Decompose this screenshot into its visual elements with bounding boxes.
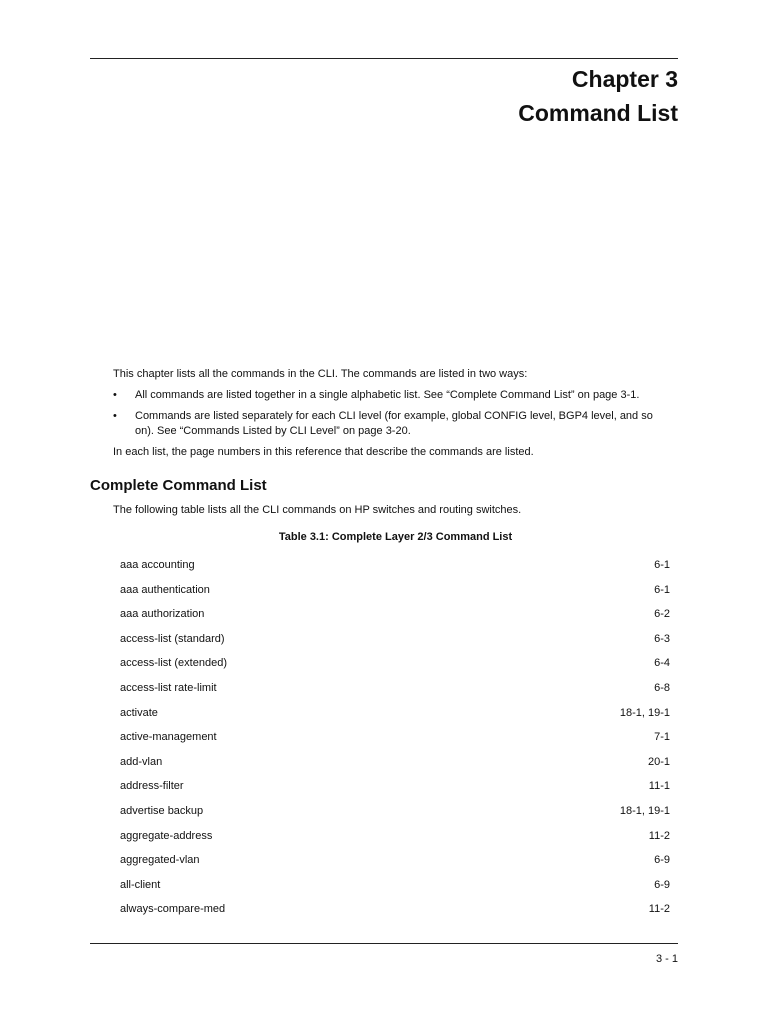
table-row bbox=[120, 851, 670, 876]
table-row bbox=[120, 876, 670, 901]
bullet-text: All commands are listed together in a single alphabetic list. See “Complete Command List” on page 3-1. bbox=[135, 389, 640, 401]
bullet-icon: • bbox=[113, 410, 117, 422]
intro-text bbox=[113, 367, 673, 466]
command-name: all-client bbox=[120, 878, 161, 891]
chapter-title: Command List bbox=[518, 100, 678, 126]
command-pages: 6-4 bbox=[654, 657, 670, 670]
intro-bullet-list bbox=[113, 388, 673, 439]
chapter-label: Chapter 3 bbox=[571, 66, 678, 92]
table-row bbox=[120, 900, 670, 925]
header-rule bbox=[90, 58, 678, 59]
section-description: The following table lists all the CLI commands on HP switches and routing switches. bbox=[113, 504, 522, 516]
table-row bbox=[120, 802, 670, 827]
table-caption: Table 3.1: Complete Layer 2/3 Command List bbox=[278, 531, 513, 543]
command-table bbox=[120, 556, 670, 925]
command-pages: 6-1 bbox=[654, 559, 670, 571]
bullet-item bbox=[113, 388, 673, 403]
command-pages: 11-2 bbox=[648, 829, 670, 842]
intro-paragraph-2: In each list, the page numbers in this reference that describe the commands are listed. bbox=[113, 446, 534, 458]
command-pages: 6-2 bbox=[654, 608, 670, 621]
table-row bbox=[120, 704, 670, 729]
command-pages: 6-3 bbox=[654, 632, 670, 645]
command-pages: 20-1 bbox=[647, 755, 670, 768]
table-row bbox=[120, 605, 670, 630]
command-name: aggregated-vlan bbox=[120, 854, 200, 867]
table-row bbox=[120, 777, 670, 802]
table-row bbox=[120, 630, 670, 655]
command-pages: 6-9 bbox=[654, 854, 670, 867]
command-pages: 18-1, 19-1 bbox=[619, 804, 670, 817]
command-name: add-vlan bbox=[120, 755, 163, 768]
command-name: access-list rate-limit bbox=[120, 681, 217, 694]
table-row bbox=[120, 556, 670, 581]
command-pages: 11-1 bbox=[648, 780, 670, 793]
bullet-icon: • bbox=[113, 389, 117, 401]
command-pages: 6-1 bbox=[654, 583, 670, 596]
command-pages: 6-8 bbox=[654, 681, 670, 694]
command-pages: 11-2 bbox=[648, 903, 670, 916]
command-name: aggregate-address bbox=[120, 829, 213, 842]
table-row bbox=[120, 827, 670, 852]
command-pages: 7-1 bbox=[654, 731, 670, 744]
command-pages: 6-9 bbox=[654, 878, 670, 891]
chapter-heading bbox=[518, 62, 678, 130]
command-name: access-list (extended) bbox=[120, 657, 227, 670]
command-name: access-list (standard) bbox=[120, 632, 225, 645]
section-title: Complete Command List bbox=[90, 477, 267, 494]
command-name: active-management bbox=[120, 731, 217, 744]
intro-paragraph: This chapter lists all the commands in the CLI. The commands are listed in two ways: bbox=[113, 368, 528, 380]
command-name: always-compare-med bbox=[120, 903, 226, 916]
command-name: activate bbox=[120, 706, 158, 719]
page-number: 3 - 1 bbox=[655, 953, 678, 965]
bullet-item bbox=[113, 409, 673, 439]
command-name: aaa accounting bbox=[120, 559, 195, 571]
command-pages: 18-1, 19-1 bbox=[619, 706, 670, 719]
bullet-text: Commands are listed separately for each CLI level (for example, global CONFIG level, BGP4 level, and so on). See “Commands Listed by CLI Level” on page 3-20. bbox=[135, 410, 653, 437]
command-name: aaa authentication bbox=[120, 583, 210, 596]
table-row bbox=[120, 654, 670, 679]
table-row bbox=[120, 581, 670, 606]
footer-rule bbox=[90, 943, 678, 944]
command-name: aaa authorization bbox=[120, 608, 205, 621]
command-name: address-filter bbox=[120, 780, 184, 793]
table-row bbox=[120, 679, 670, 704]
table-row bbox=[120, 753, 670, 778]
command-name: advertise backup bbox=[120, 804, 204, 817]
table-row bbox=[120, 728, 670, 753]
